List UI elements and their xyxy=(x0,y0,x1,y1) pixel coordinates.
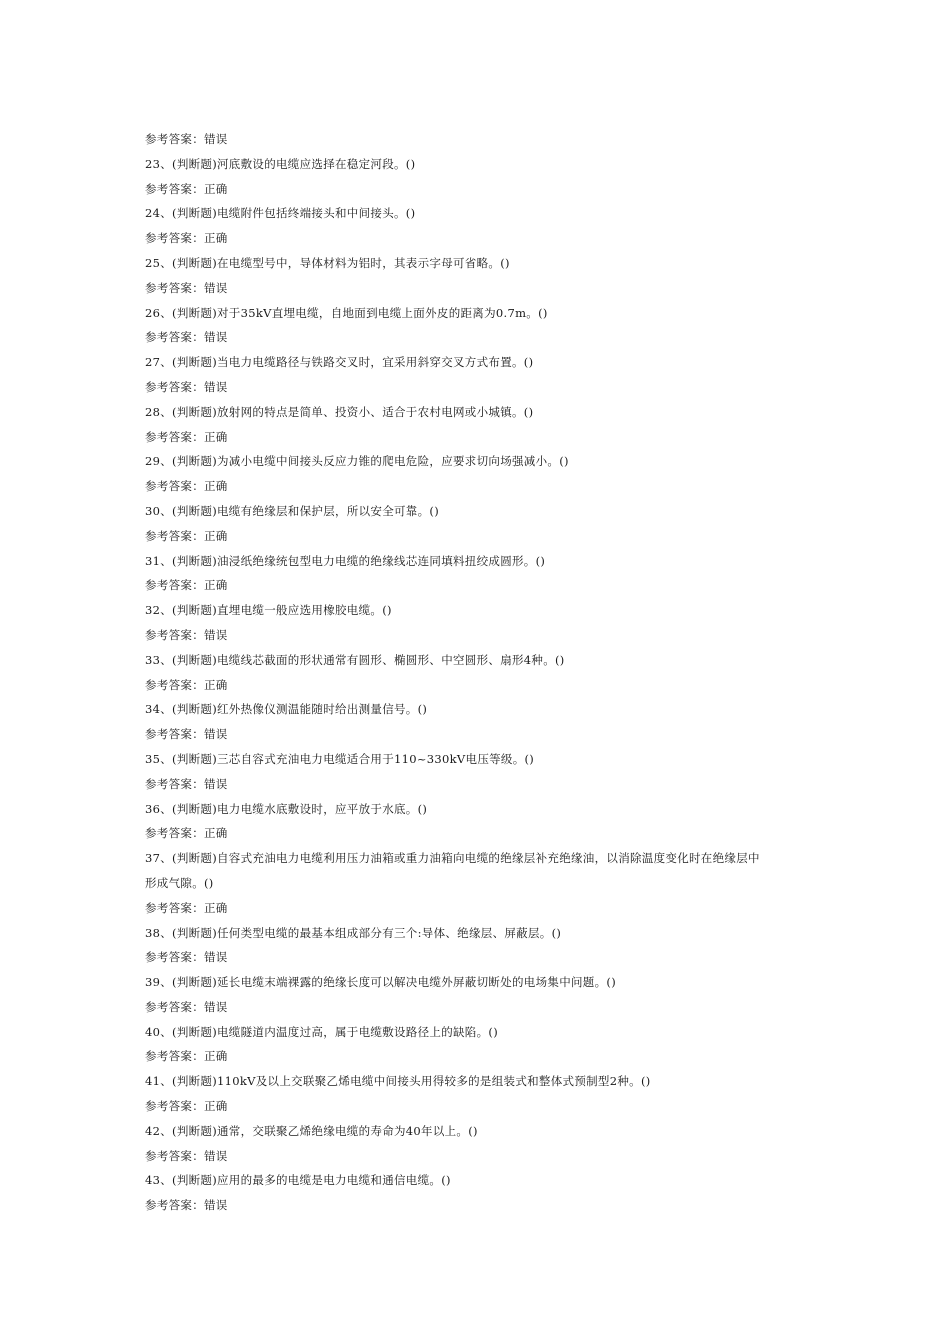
answer-line: 参考答案：错误 xyxy=(145,999,228,1014)
question-line: 39、(判断题)延长电缆末端裸露的绝缘长度可以解决电缆外屏蔽切断处的电场集中问题。() xyxy=(145,975,616,990)
answer-line: 参考答案：错误 xyxy=(145,627,228,642)
question-line: 34、(判断题)红外热像仪测温能随时给出测量信号。() xyxy=(145,702,428,717)
question-line: 30、(判断题)电缆有绝缘层和保护层，所以安全可靠。() xyxy=(145,503,439,518)
answer-line: 参考答案：错误 xyxy=(145,950,228,965)
question-line: 23、(判断题)河底敷设的电缆应选择在稳定河段。() xyxy=(145,156,416,171)
question-line: 41、(判断题)110kV及以上交联聚乙烯电缆中间接头用得较多的是组装式和整体式预制型2种。() xyxy=(145,1074,651,1089)
question-line: 40、(判断题)电缆隧道内温度过高，属于电缆敷设路径上的缺陷。() xyxy=(145,1024,498,1039)
answer-line: 参考答案：正确 xyxy=(145,429,228,444)
question-line: 43、(判断题)应用的最多的电缆是电力电缆和通信电缆。() xyxy=(145,1173,451,1188)
answer-line: 参考答案：错误 xyxy=(145,379,228,394)
answer-line: 参考答案：错误 xyxy=(145,776,228,791)
answer-line: 参考答案：错误 xyxy=(145,727,228,742)
answer-line: 参考答案：正确 xyxy=(145,826,228,841)
question-line: 28、(判断题)放射网的特点是简单、投资小、适合于农村电网或小城镇。() xyxy=(145,404,534,419)
answer-line: 参考答案：错误 xyxy=(145,1198,228,1213)
question-line: 38、(判断题)任何类型电缆的最基本组成部分有三个:导体、绝缘层、屏蔽层。() xyxy=(145,925,562,940)
answer-line: 参考答案：错误 xyxy=(145,1148,228,1163)
answer-line: 参考答案：正确 xyxy=(145,479,228,494)
question-line: 36、(判断题)电力电缆水底敷设时，应平放于水底。() xyxy=(145,801,428,816)
answer-line: 参考答案：错误 xyxy=(145,132,228,146)
answer-line: 参考答案：正确 xyxy=(145,528,228,543)
answer-line: 参考答案：正确 xyxy=(145,1099,228,1114)
question-line: 35、(判断题)三芯自容式充油电力电缆适合用于110~330kV电压等级。() xyxy=(145,751,535,766)
answer-line: 参考答案：正确 xyxy=(145,1049,228,1064)
question-line: 25、(判断题)在电缆型号中，导体材料为铝时，其表示字母可省略。() xyxy=(145,255,510,270)
answer-line: 参考答案：正确 xyxy=(145,231,228,246)
question-line: 27、(判断题)当电力电缆路径与铁路交叉时，宜采用斜穿交叉方式布置。() xyxy=(145,355,534,370)
answer-line: 参考答案：正确 xyxy=(145,677,228,692)
question-line: 24、(判断题)电缆附件包括终端接头和中间接头。() xyxy=(145,206,416,221)
question-line: 32、(判断题)直埋电缆一般应选用橡胶电缆。() xyxy=(145,603,392,618)
question-line: 31、(判断题)油浸纸绝缘统包型电力电缆的绝缘线芯连同填料扭绞成圆形。() xyxy=(145,553,546,568)
question-line: 42、(判断题)通常，交联聚乙烯绝缘电缆的寿命为40年以上。() xyxy=(145,1123,478,1138)
question-line: 29、(判断题)为减小电缆中间接头反应力锥的爬电危险，应要求切向场强减小。() xyxy=(145,454,569,469)
answer-line: 参考答案：错误 xyxy=(145,280,228,295)
document-body xyxy=(145,127,815,1218)
question-line: 33、(判断题)电缆线芯截面的形状通常有圆形、椭圆形、中空圆形、扇形4种。() xyxy=(145,652,565,667)
answer-line: 参考答案：正确 xyxy=(145,181,228,196)
question-line: 37、(判断题)自容式充油电力电缆利用压力油箱或重力油箱向电缆的绝缘层补充绝缘油，以消除温度变化时在绝缘层中 xyxy=(145,851,760,866)
answer-line: 参考答案：正确 xyxy=(145,900,228,915)
answer-line: 参考答案：正确 xyxy=(145,578,228,593)
answer-line: 参考答案：错误 xyxy=(145,330,228,345)
question-line: 26、(判断题)对于35kV直埋电缆，自地面到电缆上面外皮的距离为0.7m。() xyxy=(145,305,548,320)
question-continuation-line: 形成气隙。() xyxy=(145,875,214,890)
